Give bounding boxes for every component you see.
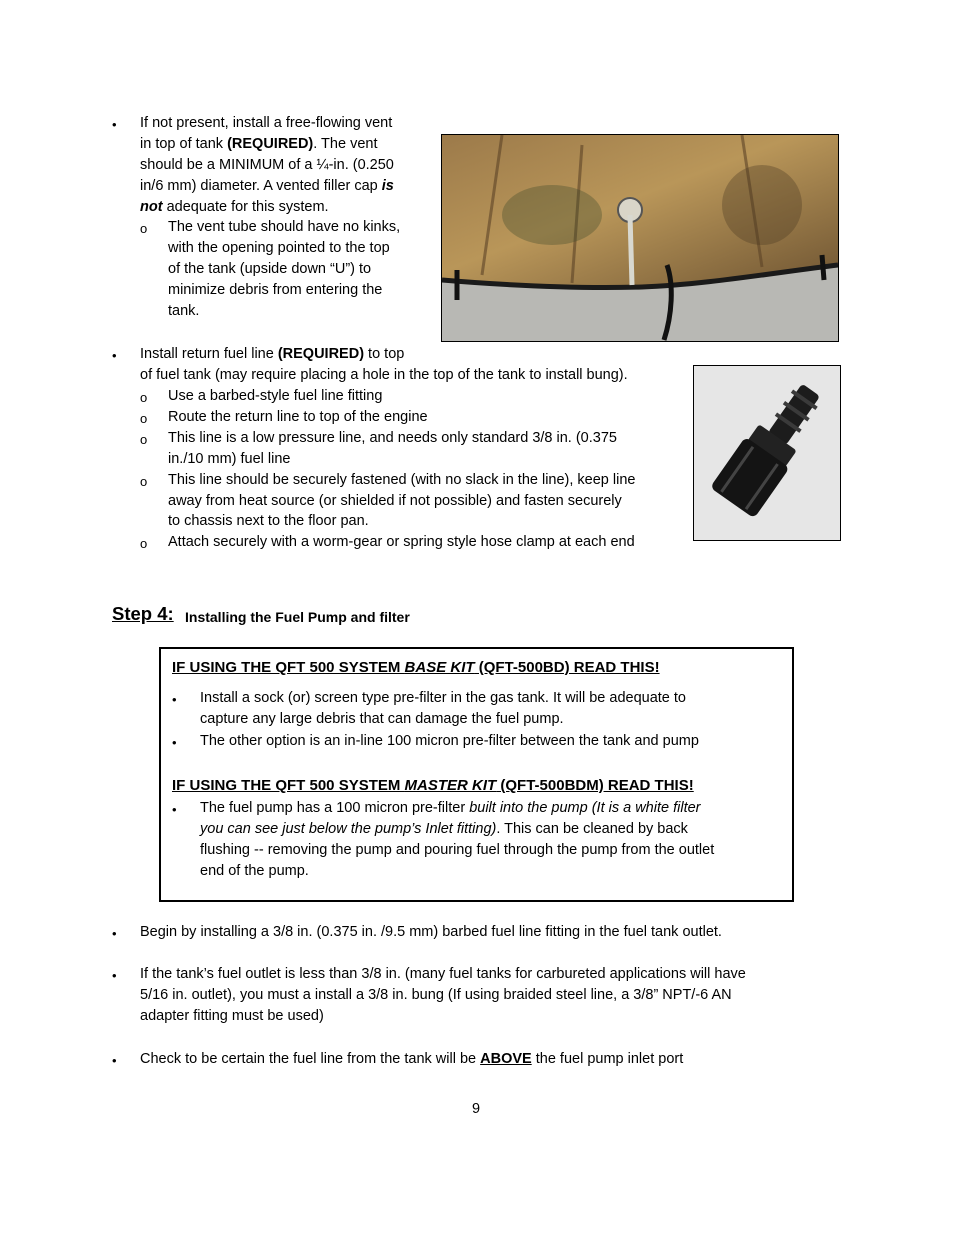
page-number: 9 bbox=[472, 1101, 481, 1117]
vent-line-3: should be a MINIMUM of a ¼-in. (0.250 bbox=[140, 157, 394, 173]
return-sub-3b: in./10 mm) fuel line bbox=[168, 451, 291, 467]
bung-text-2: 5/16 in. outlet), you must a install a 3/8 in. bung (If using braided steel line, a 3/8” NPT/-6 AN bbox=[140, 987, 732, 1003]
bullet: • bbox=[112, 117, 117, 132]
fuel-tank-vent-photo bbox=[441, 134, 839, 342]
master-kit-line-2: you can see just below the pump’s Inlet fitting). This can be cleaned by back bbox=[200, 821, 688, 837]
return-sub-3a: This line is a low pressure line, and needs only standard 3/8 in. (0.375 bbox=[168, 430, 617, 446]
vent-line-4: in/6 mm) diameter. A vented filler cap is bbox=[140, 178, 394, 194]
master-kit-line-1: The fuel pump has a 100 micron pre-filter built into the pump (It is a white filter bbox=[200, 800, 701, 816]
base-kit-heading: IF USING THE QFT 500 SYSTEM BASE KIT (QFT-500BD) READ THIS! bbox=[172, 659, 660, 676]
fuel-line-above-text: Check to be certain the fuel line from the tank will be ABOVE the fuel pump inlet port bbox=[140, 1051, 684, 1067]
vent-sub-line-2: with the opening pointed to the top bbox=[168, 240, 390, 256]
return-sub-4a: This line should be securely fastened (with no slack in the line), keep line bbox=[168, 472, 636, 488]
vent-line-5: not adequate for this system. bbox=[140, 199, 329, 215]
vent-sub-line-3: of the tank (upside down “U”) to bbox=[168, 261, 372, 277]
vent-sub-line-4: minimize debris from entering the bbox=[168, 282, 383, 298]
return-sub-2: Route the return line to top of the engine bbox=[168, 409, 428, 425]
base-kit-line-1a: Install a sock (or) screen type pre-filter in the gas tank. It will be adequate to bbox=[200, 690, 686, 706]
outlet-fitting-text: Begin by installing a 3/8 in. (0.375 in. /9.5 mm) barbed fuel line fitting in the fuel tank outlet. bbox=[140, 924, 722, 940]
sub-bullet: o bbox=[140, 536, 148, 551]
step-label: Step 4: bbox=[112, 603, 174, 624]
sub-bullet: o bbox=[140, 390, 148, 405]
sub-bullet: o bbox=[140, 474, 148, 489]
barbed-fitting-photo bbox=[693, 365, 841, 541]
sub-bullet: o bbox=[140, 221, 148, 236]
master-kit-line-3: flushing -- removing the pump and pouring fuel through the pump from the outlet bbox=[200, 842, 715, 858]
vent-line-2: in top of tank (REQUIRED). The vent bbox=[140, 136, 378, 152]
bullet: • bbox=[112, 968, 117, 983]
vent-line-1: If not present, install a free-flowing vent bbox=[140, 115, 393, 131]
bullet: • bbox=[112, 348, 117, 363]
bullet: • bbox=[112, 926, 117, 941]
base-kit-line-2: The other option is an in-line 100 micron pre-filter between the tank and pump bbox=[200, 733, 699, 749]
vent-sub-line-1: The vent tube should have no kinks, bbox=[168, 219, 401, 235]
return-line-2: of fuel tank (may require placing a hole in the top of the tank to install bung). bbox=[140, 367, 628, 383]
return-sub-4b: away from heat source (or shielded if not possible) and fasten securely bbox=[168, 493, 622, 509]
bullet: • bbox=[172, 735, 177, 750]
return-sub-1: Use a barbed-style fuel line fitting bbox=[168, 388, 383, 404]
return-sub-5: Attach securely with a worm-gear or spring style hose clamp at each end bbox=[168, 534, 635, 550]
vent-sub-line-5: tank. bbox=[168, 303, 200, 319]
step-title: Installing the Fuel Pump and filter bbox=[185, 609, 410, 625]
bung-text-3: adapter fitting must be used) bbox=[140, 1008, 324, 1024]
return-sub-4c: to chassis next to the floor pan. bbox=[168, 513, 369, 529]
sub-bullet: o bbox=[140, 432, 148, 447]
bullet: • bbox=[172, 802, 177, 817]
return-line-1: Install return fuel line (REQUIRED) to top bbox=[140, 346, 405, 362]
bung-text-1: If the tank’s fuel outlet is less than 3/8 in. (many fuel tanks for carbureted applications will have bbox=[140, 966, 746, 982]
bullet: • bbox=[172, 692, 177, 707]
sub-bullet: o bbox=[140, 411, 148, 426]
base-kit-line-1b: capture any large debris that can damage the fuel pump. bbox=[200, 711, 564, 727]
bullet: • bbox=[112, 1053, 117, 1068]
master-kit-line-4: end of the pump. bbox=[200, 863, 309, 879]
master-kit-heading: IF USING THE QFT 500 SYSTEM MASTER KIT (QFT-500BDM) READ THIS! bbox=[172, 777, 694, 794]
